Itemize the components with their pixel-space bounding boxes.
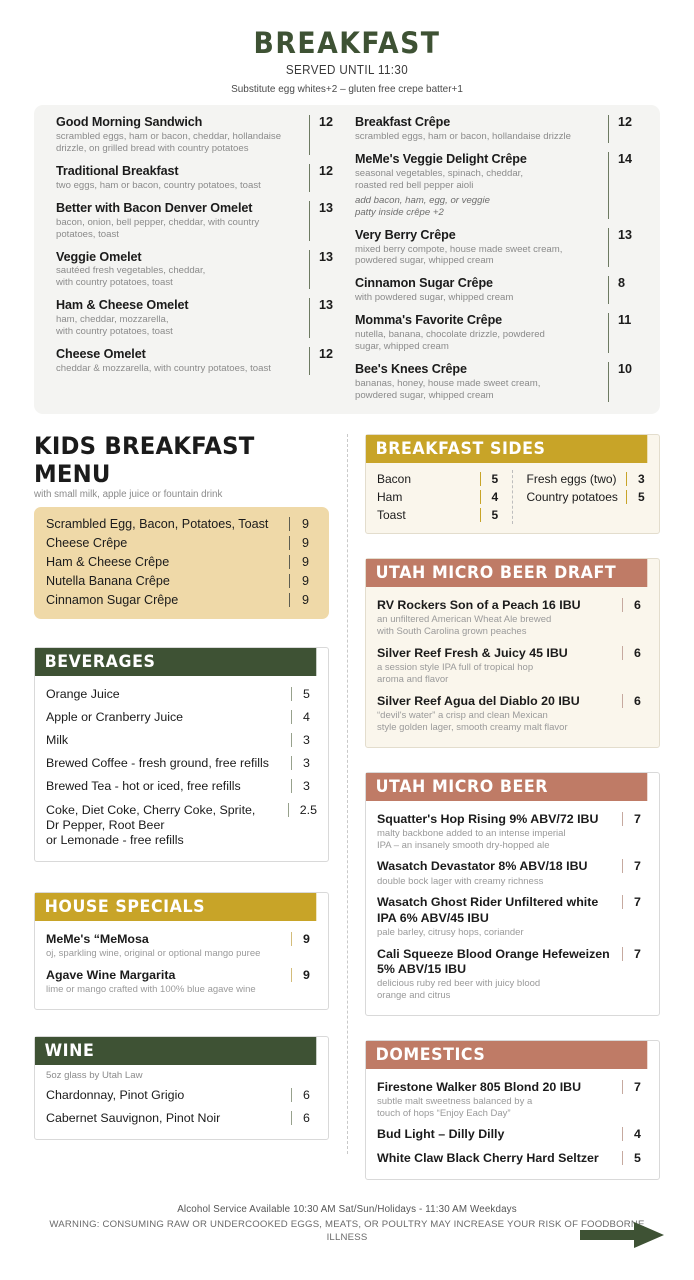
menu-item-price-cell — [608, 313, 638, 353]
menu-item-price: 6 — [634, 693, 641, 708]
menu-item-price: 14 — [618, 151, 633, 166]
menu-item-name: Cali Squeeze Blood Orange Hefeweizen 5% ABV/15 IBU — [377, 946, 610, 976]
menu-item-body — [377, 859, 622, 887]
side-item-price-cell — [626, 472, 648, 486]
side-item-price: 5 — [491, 507, 499, 522]
menu-item-price-cell — [622, 1080, 648, 1094]
menu-item-name: Wasatch Devastator 8% ABV/18 IBU — [377, 859, 588, 874]
menu-item-name: Brewed Coffee - fresh ground, free refills — [46, 756, 269, 771]
menu-item — [355, 115, 638, 143]
breakfast-column-left — [48, 115, 347, 404]
beer-bottle-section — [365, 772, 660, 1016]
menu-item-price-cell — [309, 201, 339, 241]
house-specials-heading: HOUSE SPECIALS — [35, 893, 316, 921]
menu-item-body — [56, 164, 309, 192]
menu-item — [46, 1107, 317, 1130]
menu-item — [46, 964, 317, 1000]
menu-item-description: malty backbone added to an intense imperial IPA – an insanely smooth dry-hopped ale — [377, 827, 566, 851]
menu-item-name: Better with Bacon Denver Omelet — [56, 200, 253, 215]
menu-item-description: seasonal vegetables, spinach, cheddar, roasted red bell pepper aioli — [355, 167, 524, 191]
menu-item-body — [46, 932, 291, 960]
breakfast-panel — [34, 105, 660, 414]
menu-item-price-cell — [608, 362, 638, 402]
menu-item-description: sautéed fresh vegetables, cheddar, with country potatoes, toast — [56, 265, 206, 289]
menu-item — [377, 1147, 648, 1170]
menu-item-description: scrambled eggs, ham or bacon, cheddar, hollandaise drizzle, on grilled bread with country potatoes — [56, 130, 282, 154]
kids-menu-item — [46, 534, 317, 553]
beer-draft-section — [365, 558, 660, 748]
menu-item-price-cell — [291, 1111, 317, 1125]
side-item-price: 3 — [638, 471, 645, 486]
menu-item-price-cell — [622, 1127, 648, 1141]
menu-item-price: 4 — [634, 1127, 641, 1142]
menu-item-price-cell — [622, 947, 648, 961]
kids-menu-item-price-cell — [289, 517, 317, 531]
menu-item — [56, 298, 339, 338]
menu-item — [56, 250, 339, 290]
kids-menu-item-price-cell — [289, 555, 317, 569]
page-title: BREAKFAST — [253, 26, 441, 60]
side-item-price: 5 — [638, 489, 645, 504]
menu-item-price-cell — [309, 164, 339, 192]
menu-item-price: 10 — [618, 362, 633, 377]
menu-item — [46, 1084, 317, 1107]
beer-draft-items — [366, 587, 659, 747]
menu-item-price: 2.5 — [299, 802, 317, 817]
menu-item — [46, 683, 317, 706]
menu-item-price: 12 — [319, 163, 334, 178]
menu-item-body — [355, 362, 608, 402]
menu-item-price-cell — [291, 932, 317, 946]
domestics-section — [365, 1040, 660, 1180]
menu-item — [377, 855, 648, 891]
house-specials-section — [34, 892, 329, 1010]
menu-item-name: Cabernet Sauvignon, Pinot Noir — [46, 1111, 221, 1126]
menu-item-price: 7 — [634, 811, 641, 826]
menu-item-name: Traditional Breakfast — [56, 163, 179, 178]
menu-item-name: Bud Light – Dilly Dilly — [377, 1127, 505, 1142]
beverages-items — [35, 676, 328, 861]
foodborne-illness-warning: WARNING: CONSUMING RAW OR UNDERCOOKED EGGS, MEATS, OR POULTRY MAY INCREASE YOUR RISK OF FOODBORNE ILLNESS — [49, 1218, 645, 1243]
alcohol-service-notice: Alcohol Service Available 10:30 AM Sat/Sun/Holidays - 11:30 AM Weekdays — [177, 1203, 517, 1215]
substitution-note: Substitute egg whites+2 – gluten free crepe batter+1 — [231, 83, 463, 95]
kids-title: KIDS BREAKFAST MENU — [34, 431, 255, 488]
menu-item-price-cell — [622, 812, 648, 826]
menu-item-price: 7 — [634, 895, 641, 910]
menu-item-price: 13 — [618, 227, 633, 242]
side-item — [377, 488, 502, 506]
menu-item — [355, 276, 638, 304]
menu-item-body — [56, 347, 309, 375]
domestics-items — [366, 1069, 659, 1179]
menu-item-price: 12 — [319, 115, 334, 129]
side-item-name: Bacon — [377, 471, 412, 486]
menu-item-price-cell — [291, 756, 317, 770]
menu-item-description: two eggs, ham or bacon, country potatoes, toast — [56, 179, 261, 191]
menu-item-body — [56, 201, 309, 241]
menu-item-description: a session style IPA full of tropical hop aroma and flavor — [377, 661, 534, 685]
side-item-price-cell — [480, 472, 502, 486]
beverages-section — [34, 647, 329, 862]
side-item-price-cell — [480, 508, 502, 522]
menu-item-price-cell — [291, 687, 317, 701]
menu-item-description: “devil's water” a crisp and clean Mexican style golden lager, smooth creamy malt flavor — [377, 709, 568, 733]
kids-menu-item — [46, 591, 317, 610]
kids-menu-item-price: 9 — [302, 536, 310, 551]
menu-item-body — [355, 276, 608, 304]
menu-item-description: scrambled eggs, ham or bacon, hollandaise drizzle — [355, 130, 571, 142]
menu-item-body — [46, 710, 291, 725]
menu-item-name: Momma's Favorite Crêpe — [355, 313, 503, 328]
menu-item-price-cell — [622, 859, 648, 873]
kids-menu-item-price-cell — [289, 574, 317, 588]
beer-draft-heading: UTAH MICRO BEER DRAFT — [366, 559, 647, 587]
menu-item-body — [46, 779, 291, 794]
kids-menu-item-name: Scrambled Egg, Bacon, Potatoes, Toast — [46, 517, 269, 532]
side-item-name: Ham — [377, 489, 403, 504]
menu-item-body — [56, 250, 309, 290]
menu-item-price-cell — [622, 1151, 648, 1165]
menu-item-price-cell — [288, 803, 317, 817]
menu-item-description: subtle malt sweetness balanced by a touch of hops “Enjoy Each Day” — [377, 1095, 533, 1119]
menu-item-body — [56, 115, 309, 155]
menu-item-name: Bee's Knees Crêpe — [355, 362, 467, 377]
menu-item-price: 13 — [319, 200, 334, 215]
kids-menu-item-name: Cinnamon Sugar Crêpe — [46, 593, 179, 608]
menu-item-price: 6 — [303, 1087, 310, 1102]
menu-item — [46, 928, 317, 964]
menu-item — [377, 690, 648, 738]
menu-item-name: Brewed Tea - hot or iced, free refills — [46, 779, 241, 794]
side-item — [527, 470, 649, 488]
menu-item-body — [355, 152, 608, 219]
menu-item-name: White Claw Black Cherry Hard Seltzer — [377, 1150, 599, 1165]
menu-item-price-cell — [291, 779, 317, 793]
sides-column-2 — [513, 470, 649, 524]
menu-item-name: Milk — [46, 733, 69, 748]
menu-item-body — [46, 756, 291, 771]
menu-item-price: 6 — [303, 1111, 310, 1126]
menu-item-body — [377, 1127, 622, 1142]
menu-item-name: Agave Wine Margarita — [46, 967, 176, 982]
menu-item-name: Veggie Omelet — [56, 249, 142, 264]
menu-item-body — [355, 228, 608, 268]
menu-item-name: Orange Juice — [46, 686, 120, 701]
menu-item-price-cell — [622, 694, 648, 708]
menu-item-name: Silver Reef Agua del Diablo 20 IBU — [377, 693, 580, 708]
menu-item — [46, 799, 317, 852]
side-item-name: Country potatoes — [526, 489, 618, 504]
kids-menu-item-price-cell — [289, 593, 317, 607]
side-item — [527, 488, 649, 506]
menu-item-name: Squatter's Hop Rising 9% ABV/72 IBU — [377, 811, 599, 826]
menu-item-price: 13 — [319, 249, 334, 264]
kids-menu-item-price: 9 — [302, 517, 310, 532]
menu-item-name: Cheese Omelet — [56, 347, 146, 362]
kids-menu-item-price: 9 — [302, 555, 310, 570]
menu-item-description: nutella, banana, chocolate drizzle, powdered sugar, whipped cream — [355, 329, 545, 353]
menu-item-body — [377, 1080, 622, 1120]
menu-item-description: with powdered sugar, whipped cream — [355, 292, 514, 304]
menu-item-description: double bock lager with creamy richness — [377, 875, 544, 887]
menu-item-price: 7 — [634, 859, 641, 874]
menu-item-price-cell — [608, 276, 638, 304]
menu-item — [377, 594, 648, 642]
menu-item — [377, 1123, 648, 1146]
side-item-price: 4 — [491, 489, 499, 504]
menu-item-name: Chardonnay, Pinot Grigio — [46, 1087, 185, 1102]
kids-menu-item-price-cell — [289, 536, 317, 550]
menu-item-body — [46, 1088, 291, 1103]
menu-item-price: 5 — [634, 1150, 641, 1165]
menu-item-name: Breakfast Crêpe — [355, 115, 451, 129]
menu-item-body — [377, 1151, 622, 1166]
menu-item — [377, 642, 648, 690]
menu-item — [377, 891, 648, 942]
side-item-price-cell — [480, 490, 502, 504]
menu-item-body — [377, 598, 622, 638]
menu-item — [355, 228, 638, 268]
side-item — [377, 470, 502, 488]
menu-item-description: mixed berry compote, house made sweet cream, powdered sugar, whipped cream — [355, 243, 563, 267]
menu-item-price: 9 — [303, 931, 310, 946]
side-item-name: Fresh eggs (two) — [526, 471, 617, 486]
menu-item — [46, 775, 317, 798]
menu-item-price-cell — [622, 895, 648, 909]
menu-item-price: 7 — [634, 946, 641, 961]
menu-item-price: 6 — [634, 645, 641, 660]
menu-item-price-cell — [291, 733, 317, 747]
menu-item — [56, 347, 339, 375]
menu-item-body — [46, 803, 288, 848]
menu-item-description: oj, sparkling wine, original or optional mango puree — [46, 948, 261, 960]
breakfast-sides-heading: BREAKFAST SIDES — [366, 435, 647, 463]
sides-column-1 — [377, 470, 513, 524]
menu-item — [46, 706, 317, 729]
menu-item — [46, 729, 317, 752]
menu-item-description: bananas, honey, house made sweet cream, powdered sugar, whipped cream — [355, 378, 541, 401]
menu-item-description: delicious ruby red beer with juicy blood orange and citrus — [377, 977, 541, 1001]
menu-item-name: Ham & Cheese Omelet — [56, 298, 189, 313]
menu-item-body — [355, 115, 608, 143]
served-until-label: SERVED UNTIL 11:30 — [285, 63, 409, 77]
menu-item-description: an unfiltered American Wheat Ale brewed with South Carolina grown peaches — [377, 614, 552, 637]
menu-item-body — [46, 687, 291, 702]
menu-header — [0, 0, 694, 95]
menu-item-price: 7 — [634, 1079, 641, 1094]
menu-item-price-cell — [309, 347, 339, 375]
beverages-heading: BEVERAGES — [35, 648, 316, 676]
menu-item-price: 4 — [303, 710, 310, 725]
menu-item-price-cell — [622, 646, 648, 660]
left-column — [0, 428, 347, 1180]
menu-item-price-cell — [309, 250, 339, 290]
menu-item — [56, 115, 339, 155]
menu-item-body — [377, 646, 622, 686]
menu-item-name: RV Rockers Son of a Peach 16 IBU — [377, 597, 581, 612]
wine-items — [35, 1081, 328, 1139]
menu-item-description: pale barley, citrusy hops, coriander — [377, 926, 524, 938]
menu-item-price-cell — [291, 968, 317, 982]
menu-item-price: 8 — [618, 276, 626, 291]
kids-menu-item-name: Ham & Cheese Crêpe — [46, 555, 170, 570]
menu-item-body — [355, 313, 608, 353]
house-specials-items — [35, 921, 328, 1009]
menu-item-name: Very Berry Crêpe — [355, 227, 456, 242]
menu-item-price-cell — [291, 1088, 317, 1102]
menu-item-name: MeMe's Veggie Delight Crêpe — [355, 151, 527, 166]
menu-body — [0, 428, 694, 1180]
menu-item-body — [56, 298, 309, 338]
kids-menu-item-name: Cheese Crêpe — [46, 536, 128, 551]
menu-item-body — [377, 895, 622, 938]
menu-item — [355, 362, 638, 402]
menu-item-body — [46, 968, 291, 996]
menu-item-name: Firestone Walker 805 Blond 20 IBU — [377, 1079, 582, 1094]
menu-item — [46, 752, 317, 775]
menu-item-price: 12 — [319, 347, 334, 362]
menu-item-description: ham, cheddar, mozzarella, with country potatoes, toast — [56, 314, 173, 338]
menu-item-price: 5 — [303, 686, 310, 701]
menu-item-price-cell — [309, 115, 339, 155]
menu-item-price: 13 — [319, 298, 334, 313]
menu-item-description: bacon, onion, bell pepper, cheddar, with country potatoes, toast — [56, 216, 260, 240]
footer — [0, 1204, 694, 1270]
menu-item-body — [46, 733, 291, 748]
menu-item — [56, 201, 339, 241]
menu-item-body — [377, 694, 622, 734]
kids-menu-item — [46, 515, 317, 534]
column-divider — [347, 434, 348, 1154]
menu-item-price: 6 — [634, 597, 641, 612]
right-column — [347, 428, 694, 1180]
kids-menu-item — [46, 553, 317, 572]
side-item-price-cell — [626, 490, 648, 504]
menu-item-body — [46, 1111, 291, 1126]
kids-subtitle: with small milk, apple juice or fountain drink — [34, 488, 223, 500]
menu-item — [377, 808, 648, 856]
menu-item — [377, 943, 648, 1006]
breakfast-column-right — [347, 115, 646, 404]
kids-section — [34, 432, 329, 619]
menu-item-name: Wasatch Ghost Rider Unfiltered white IPA 6% ABV/45 IBU — [377, 895, 599, 925]
side-item — [377, 506, 502, 524]
menu-item-description: cheddar & mozzarella, with country potatoes, toast — [56, 363, 271, 375]
menu-item-price-cell — [291, 710, 317, 724]
menu-item-name: Silver Reef Fresh & Juicy 45 IBU — [377, 645, 568, 660]
kids-menu-item-price: 9 — [302, 593, 310, 608]
menu-item-price-cell — [608, 115, 638, 143]
kids-menu-item-name: Nutella Banana Crêpe — [46, 574, 170, 589]
menu-item-name: Cinnamon Sugar Crêpe — [355, 276, 493, 291]
kids-menu-item-price: 9 — [302, 574, 310, 589]
wine-heading: WINE — [35, 1037, 316, 1065]
next-page-arrow-icon[interactable] — [580, 1222, 664, 1248]
side-item-name: Toast — [377, 507, 406, 522]
menu-item-name: MeMe's “MeMosa — [46, 931, 149, 946]
menu-item-description: lime or mango crafted with 100% blue agave wine — [46, 984, 256, 996]
kids-items — [34, 507, 329, 619]
menu-item — [377, 1076, 648, 1124]
menu-item-price: 3 — [303, 756, 310, 771]
wine-section — [34, 1036, 329, 1140]
menu-item-name: Good Morning Sandwich — [56, 115, 203, 129]
menu-item-body — [377, 812, 622, 852]
beer-bottle-heading: UTAH MICRO BEER — [366, 773, 647, 801]
menu-item-price: 11 — [618, 313, 632, 328]
menu-item-price: 9 — [303, 967, 310, 982]
wine-note: 5oz glass by Utah Law — [46, 1069, 143, 1081]
breakfast-sides-section — [365, 434, 660, 534]
menu-item-price: 12 — [618, 115, 633, 129]
menu-item-body — [377, 947, 622, 1002]
menu-item-price-cell — [622, 598, 648, 612]
menu-item — [56, 164, 339, 192]
menu-item-price: 3 — [303, 733, 310, 748]
menu-item-addon-note: add bacon, ham, egg, or veggie patty inside crêpe +2 — [355, 194, 490, 218]
menu-item — [355, 152, 638, 219]
menu-item-name: Apple or Cranberry Juice — [46, 710, 184, 725]
menu-item-price-cell — [608, 228, 638, 268]
menu-item-name: Coke, Diet Coke, Cherry Coke, Sprite, Dr Pepper, Root Beer or Lemonade - free refills — [46, 802, 256, 847]
domestics-heading: DOMESTICS — [366, 1041, 647, 1069]
menu-item-price-cell — [608, 152, 638, 219]
menu-item-price-cell — [309, 298, 339, 338]
menu-item — [355, 313, 638, 353]
side-item-price: 5 — [491, 471, 499, 486]
beer-bottle-items — [366, 801, 659, 1015]
kids-menu-item — [46, 572, 317, 591]
menu-item-price: 3 — [303, 779, 310, 794]
